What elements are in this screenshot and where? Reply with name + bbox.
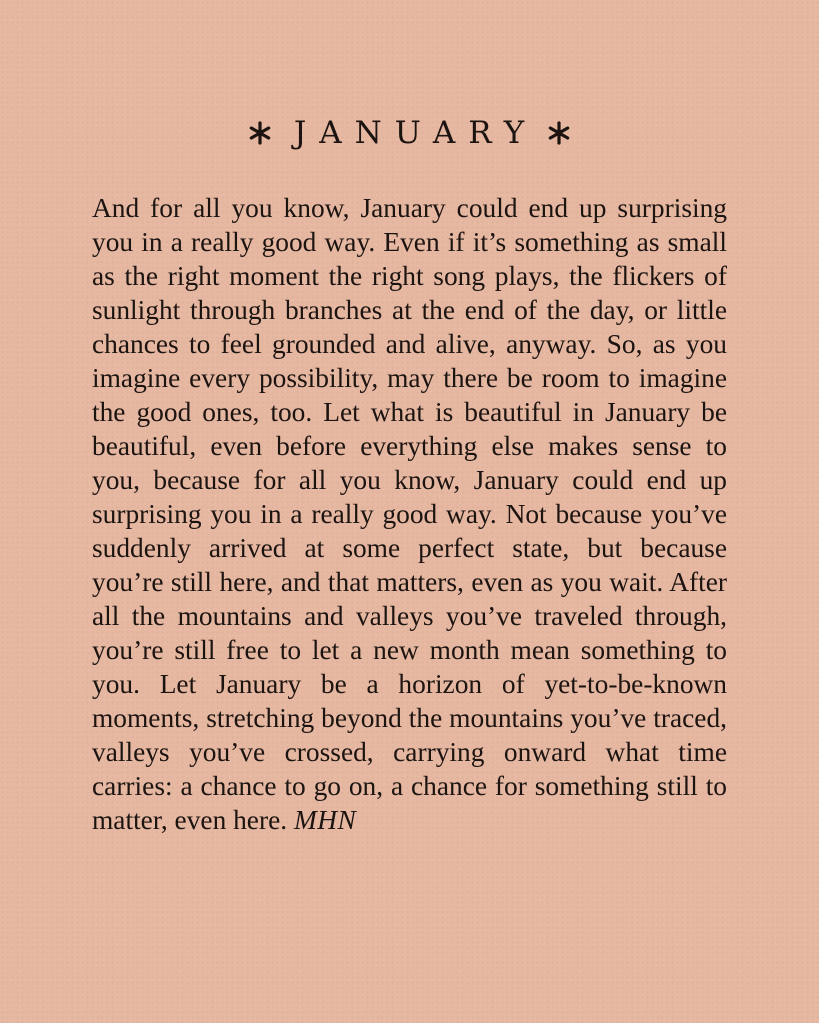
title-row	[0, 108, 819, 158]
asterisk-star-icon	[547, 121, 571, 145]
poem-body	[92, 192, 727, 838]
poem-text: And for all you know, January could end up surprising you in a really good way. Even if it’s something as small as the right moment the right song plays, the flickers of sunlight through branches at the end of the day, or little chances to feel grounded and alive, anyway. So, as you imagine every possibility, may there be room to imagine the good ones, too. Let what is beautiful in January be beautiful, even before everything else makes sense to you, because for all you know, January could end up surprising you in a really good way. Not because you’ve suddenly arrived at some perfect state, but because you’re still here, and that matters, even as you wait. After all the mountains and valleys you’ve traveled through, you’re still free to let a new month mean something to you. Let January be a horizon of yet-to-be-known moments, stretching beyond the mountains you’ve traced, valleys you’ve crossed, carrying onward what time carries: a chance to go on, a chance for something still to matter, even here.	[92, 193, 727, 835]
asterisk-star-icon	[248, 121, 272, 145]
author-signature: MHN	[293, 804, 357, 835]
page-title: JANUARY	[293, 114, 538, 151]
